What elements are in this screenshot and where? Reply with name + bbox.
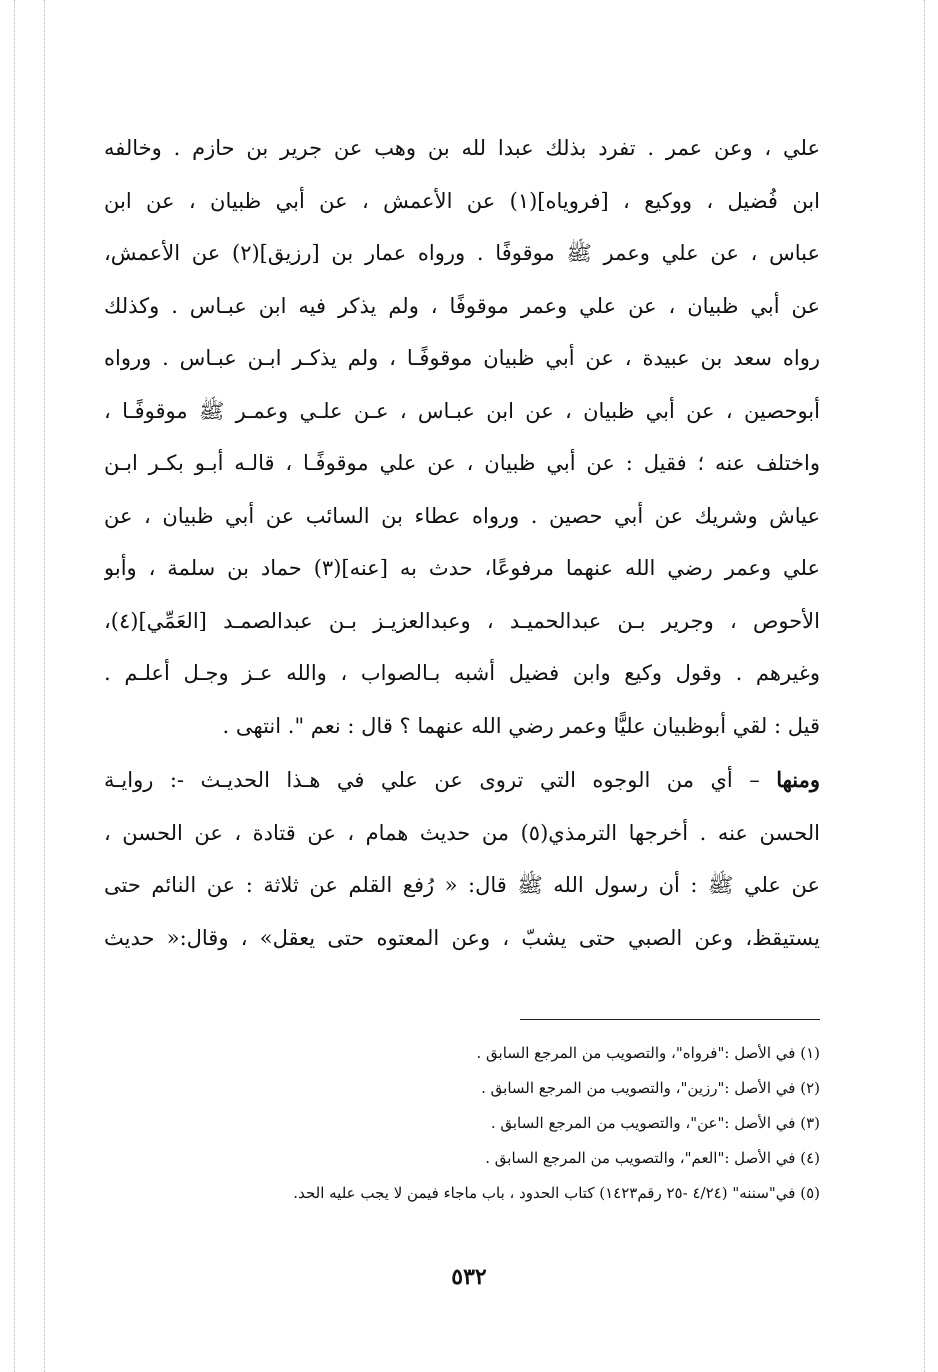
scan-edge-left-1 bbox=[14, 0, 15, 1372]
text-line: الحسن عنه . أخرجها الترمذي(٥) من حديث همام ، عن قتادة ، عن الحسن ، bbox=[104, 820, 820, 845]
paragraph-1 bbox=[104, 122, 820, 752]
page-body bbox=[104, 122, 820, 964]
paragraph-lead-word: ومنها bbox=[776, 767, 820, 792]
text-line: أبوحصين ، عن أبي ظبيان ، عن ابن عبـاس ، عـن علـي وعمـر ﷺ موقوفًـا ، bbox=[104, 398, 820, 423]
text-line: عباس ، عن علي وعمر ﷺ موقوفًا . ورواه عمار بن [رزيق](٢) عن الأعمش، bbox=[104, 241, 820, 265]
text-line: يستيقظ، وعن الصبي حتى يشبّ ، وعن المعتوه حتى يعقل» ، وقال:« حديث bbox=[104, 925, 820, 950]
text-line: واختلف عنه ؛ فقيل : عن أبي ظبيان ، عن علي موقوفًـا ، قالـه أبـو بكـر ابـن bbox=[104, 451, 820, 475]
footnote-separator bbox=[520, 1019, 820, 1020]
footnote: (٥) في"سننه" (٤/٢٤ -٢٥ رقم١٤٢٣) كتاب الحدود ، باب ماجاء فيمن لا يجب عليه الحد. bbox=[293, 1184, 820, 1202]
text-line: قيل : لقي أبوظبيان عليًّا وعمر رضي الله عنهما ؟ قال : نعم ". انتهى . bbox=[222, 713, 820, 738]
text-line: ابن فُضيل ، ووكيع ، [فروياه](١) عن الأعمش ، عن أبي ظبيان ، عن ابن bbox=[104, 188, 820, 213]
text-line: علي ، وعن عمر . تفرد بذلك عبدا لله بن وهب عن جرير بن حازم . وخالفه bbox=[104, 136, 820, 160]
scan-edge-right bbox=[924, 0, 925, 1372]
text-line: رواه سعد بن عبيدة ، عن أبي ظبيان موقوفًـا ، ولم يذكـر ابـن عبـاس . ورواه bbox=[104, 346, 820, 370]
text-line-rest: – أي من الوجوه التي تروى عن علي في هـذا الحديـث -: روايـة bbox=[104, 768, 777, 792]
footnotes bbox=[104, 1036, 820, 1211]
scan-edge-left-2 bbox=[44, 0, 45, 1372]
text-line: عن علي ﷺ : أن رسول الله ﷺ قال: « رُفع القلم عن ثلاثة : عن النائم حتى bbox=[104, 873, 820, 897]
footnote: (١) في الأصل :"فرواه"، والتصويب من المرجع السابق . bbox=[476, 1044, 820, 1062]
paragraph-2 bbox=[104, 754, 820, 964]
footnote: (٣) في الأصل :"عن"، والتصويب من المرجع السابق . bbox=[490, 1114, 820, 1132]
text-line: عياش وشريك عن أبي حصين . ورواه عطاء بن السائب عن أبي ظبيان ، عن bbox=[104, 503, 820, 528]
footnote: (٤) في الأصل :"العم"، والتصويب من المرجع السابق . bbox=[485, 1149, 820, 1167]
page-number: ٥٣٢ bbox=[451, 1264, 487, 1290]
text-line: علي وعمر رضي الله عنهما مرفوعًا، حدث به [عنه](٣) حماد بن سلمة ، وأبو bbox=[104, 556, 820, 580]
footnote: (٢) في الأصل :"رزين"، والتصويب من المرجع السابق . bbox=[481, 1079, 820, 1097]
text-line: وغيرهم . وقول وكيع وابن فضيل أشبه بـالصواب ، والله عـز وجـل أعلـم . bbox=[104, 661, 820, 685]
text-line: عن أبي ظبيان ، عن علي وعمر موقوفًا ، ولم يذكر فيه ابن عبـاس . وكذلك bbox=[104, 293, 820, 318]
text-line: الأحوص ، وجرير بـن عبدالحميـد ، وعبدالعزيـز بـن عبدالصمـد [العَمِّي](٤)، bbox=[104, 608, 820, 633]
text-line-first bbox=[104, 754, 820, 807]
